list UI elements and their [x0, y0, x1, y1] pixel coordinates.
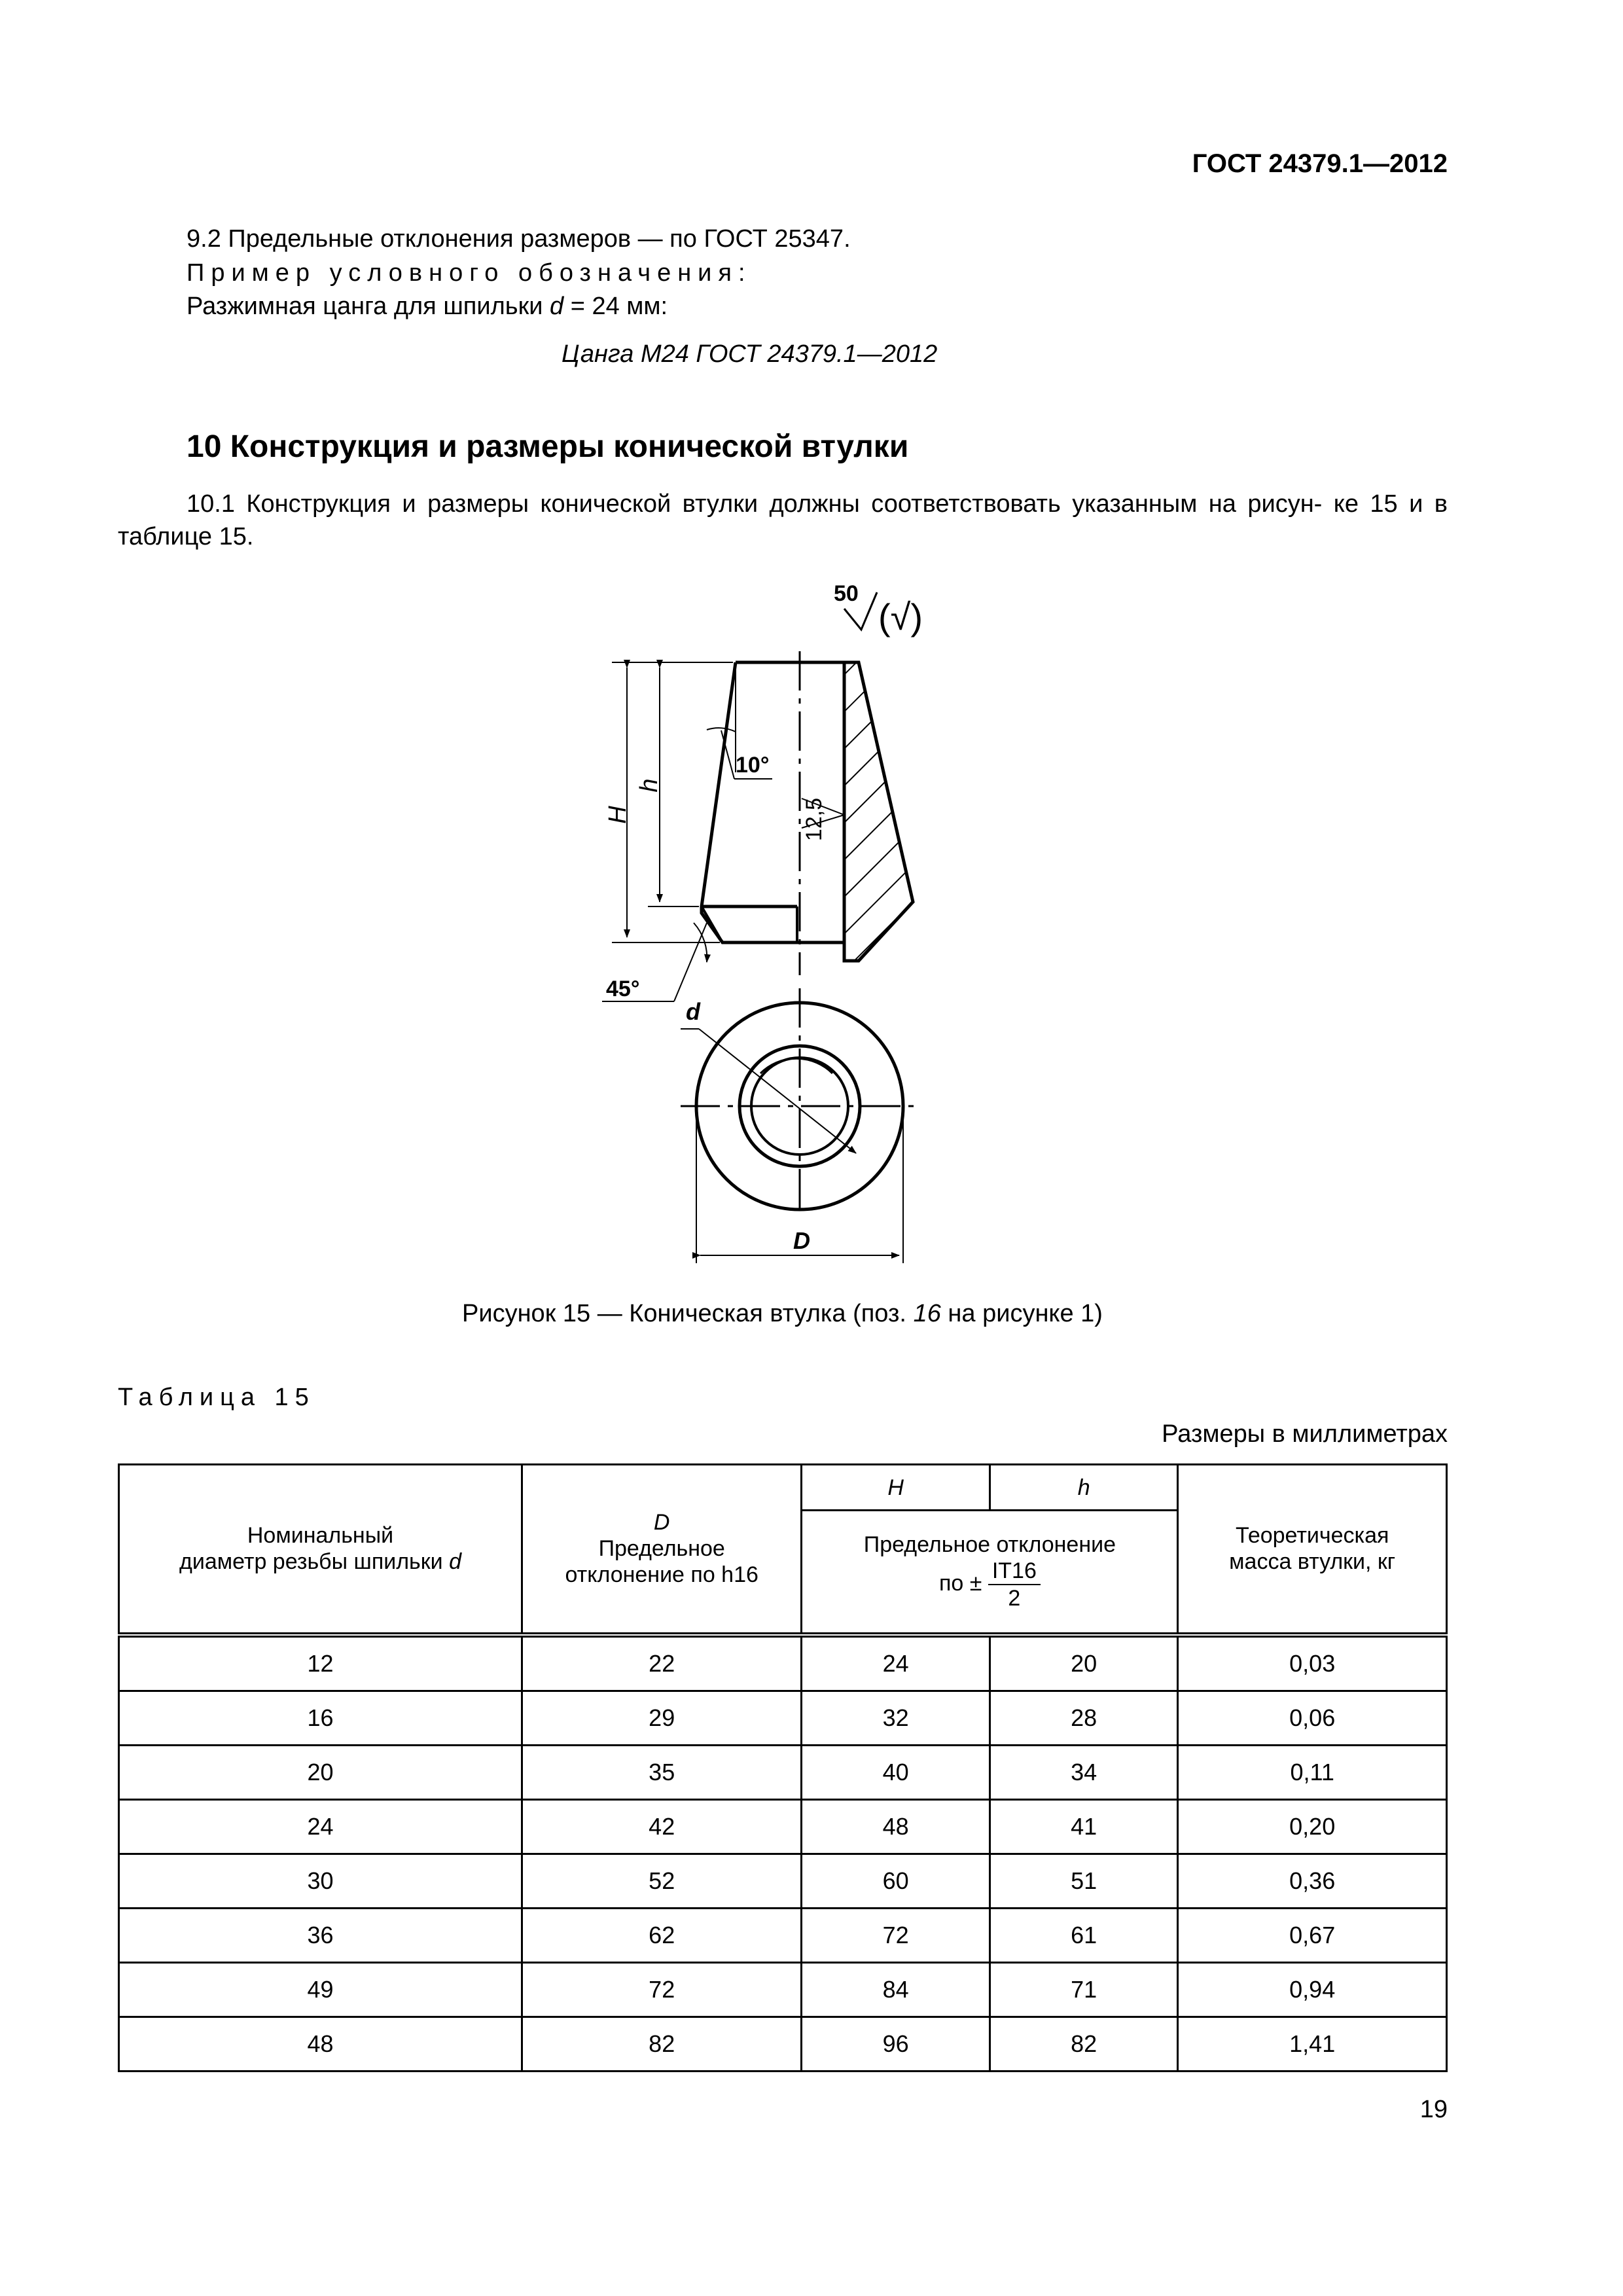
cell: 60	[802, 1854, 990, 1908]
page-number: 19	[1419, 2096, 1448, 2123]
cell: 40	[802, 1745, 990, 1799]
example-label: Пример условного обозначения:	[187, 259, 752, 287]
header-mass	[1178, 1465, 1447, 1635]
cell: 71	[990, 1962, 1178, 2017]
table-row	[119, 1635, 1447, 1691]
header-tol-den: 2	[1008, 1586, 1021, 1611]
cell: 48	[119, 2017, 522, 2071]
cell: 24	[802, 1635, 990, 1691]
cell: 22	[522, 1635, 802, 1691]
cell: 30	[119, 1854, 522, 1908]
cell: 0,03	[1178, 1635, 1447, 1691]
dim-12-5-label: 12,5	[802, 797, 827, 842]
cell: 51	[990, 1854, 1178, 1908]
top-view	[681, 988, 919, 1263]
cell: 82	[990, 2017, 1178, 2071]
caption-num: 16	[913, 1300, 941, 1327]
cell: 0,20	[1178, 1799, 1447, 1854]
dim-h-label: h	[635, 778, 663, 793]
designation-example: Цанга М24 ГОСТ 24379.1—2012	[562, 340, 938, 368]
header-col5-line1: Теоретическая	[1235, 1523, 1389, 1549]
header-col2-var: D	[653, 1510, 670, 1535]
cell: 34	[990, 1745, 1178, 1799]
cell: 62	[522, 1908, 802, 1962]
table-units: Размеры в миллиметрах	[1162, 1420, 1448, 1448]
cell: 49	[119, 1962, 522, 2017]
cell: 82	[522, 2017, 802, 2071]
roughness-other: (√)	[878, 596, 923, 637]
cell: 35	[522, 1745, 802, 1799]
header-col1-line2: диаметр резьбы шпильки	[179, 1549, 450, 1575]
cell: 0,36	[1178, 1854, 1447, 1908]
cell: 41	[990, 1799, 1178, 1854]
header-col1-var: d	[449, 1549, 462, 1575]
cell: 24	[119, 1799, 522, 1854]
header-H: H	[802, 1465, 990, 1511]
cell: 72	[522, 1962, 802, 2017]
roughness-value: 50	[834, 581, 859, 606]
cell: 1,41	[1178, 2017, 1447, 2071]
cell: 0,11	[1178, 1745, 1447, 1799]
table-row	[119, 1908, 1447, 1962]
angle-10-label: 10°	[736, 753, 770, 778]
header-tol-line1: Предельное отклонение	[863, 1532, 1116, 1558]
cell: 29	[522, 1691, 802, 1745]
example-suffix: = 24 мм:	[563, 293, 668, 320]
cell: 52	[522, 1854, 802, 1908]
header-col5-line2: масса втулки, кг	[1229, 1549, 1396, 1575]
cell: 0,67	[1178, 1908, 1447, 1962]
dim-d-label: d	[686, 998, 700, 1025]
hatched-section	[844, 662, 913, 961]
cell: 16	[119, 1691, 522, 1745]
table-row	[119, 1691, 1447, 1745]
header-col2-line1: Предельное	[598, 1536, 725, 1562]
roughness-symbol	[834, 581, 923, 637]
header-tol-prefix: по ±	[938, 1571, 982, 1596]
table-label: Таблица 15	[118, 1384, 315, 1411]
table-row	[119, 2017, 1447, 2071]
document-header: ГОСТ 24379.1—2012	[1192, 149, 1448, 178]
header-nominal-diameter	[119, 1465, 522, 1635]
figure-caption	[462, 1299, 1103, 1329]
cell: 0,94	[1178, 1962, 1447, 2017]
paragraph-10-1: 10.1 Конструкция и размеры конической втулки должны соответствовать указанным на рисун- ке 15 и в таблице 15.	[118, 490, 1448, 550]
header-tol-num: IT16	[988, 1558, 1041, 1585]
header-h: h	[990, 1465, 1178, 1511]
header-D	[522, 1465, 802, 1635]
table-row	[119, 1854, 1447, 1908]
cell: 20	[990, 1635, 1178, 1691]
header-col1-line1: Номинальный	[247, 1523, 394, 1549]
example-prefix: Разжимная цанга для шпильки	[187, 293, 550, 320]
header-tolerance	[802, 1511, 1178, 1635]
caption-suffix: на рисунке 1)	[940, 1300, 1103, 1327]
header-tol-fraction	[988, 1558, 1041, 1611]
dim-D-label: D	[793, 1227, 810, 1254]
cell: 12	[119, 1635, 522, 1691]
cell: 0,06	[1178, 1691, 1447, 1745]
cell: 48	[802, 1799, 990, 1854]
cell: 61	[990, 1908, 1178, 1962]
cell: 96	[802, 2017, 990, 2071]
caption-prefix: Рисунок 15 — Коническая втулка (поз.	[462, 1300, 914, 1327]
cell: 42	[522, 1799, 802, 1854]
side-view	[602, 651, 913, 1001]
angle-45-label: 45°	[606, 977, 640, 1001]
example-var: d	[550, 293, 564, 320]
header-col2-line2: отклонение по h16	[565, 1562, 758, 1588]
cell: 84	[802, 1962, 990, 2017]
dim-H-label: H	[604, 806, 632, 824]
cell: 20	[119, 1745, 522, 1799]
table-row	[119, 1799, 1447, 1854]
cell: 36	[119, 1908, 522, 1962]
cell: 72	[802, 1908, 990, 1962]
table-row	[119, 1962, 1447, 2017]
table-row	[119, 1745, 1447, 1799]
section-title: 10 Конструкция и размеры конической втулки	[187, 429, 909, 464]
paragraph-9-2: 9.2 Предельные отклонения размеров — по ГОСТ 25347.	[187, 225, 851, 253]
cell: 28	[990, 1691, 1178, 1745]
table-15	[118, 1463, 1448, 2072]
cell: 32	[802, 1691, 990, 1745]
